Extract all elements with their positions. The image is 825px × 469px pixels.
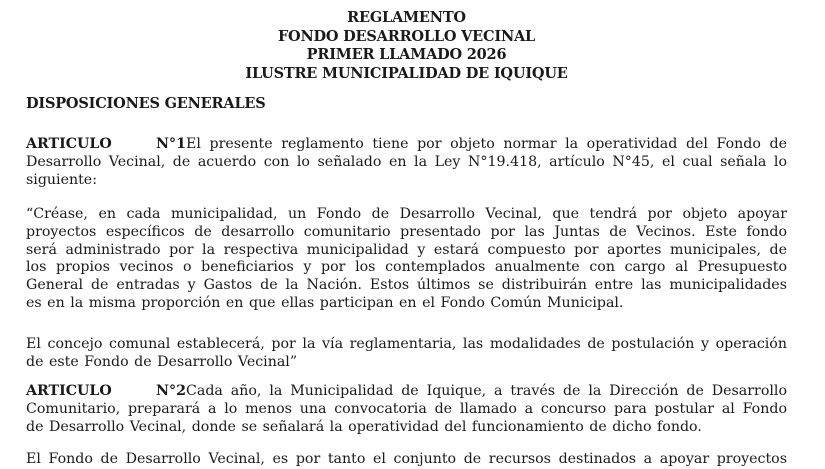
quote-ending-paragraph xyxy=(26,336,787,372)
article-2-line-1 xyxy=(26,383,787,401)
quote-line-3: será administrado por la respectiva municipalidad y estará compuesto por aportes municipales, de xyxy=(26,241,787,258)
quote-end-line-1: El concejo comunal establecerá, por la vía reglamentaria, las modalidades de postulación y operación xyxy=(26,336,787,352)
title-line-llamado: PRIMER LLAMADO 2026 xyxy=(306,46,507,63)
article-1-text-1: El presente reglamento tiene por objeto normar la operatividad del Fondo de xyxy=(186,136,787,152)
quote-line-4: los propios vecinos o beneficiarios y por los contemplados anualmente con cargo al Presupuesto xyxy=(26,259,787,276)
article-2-line-3: de Desarrollo Vecinal, donde se señalará la operatividad del funcionamiento de dicho fondo. xyxy=(26,418,702,435)
quote-end-line-2: de este Fondo de Desarrollo Vecinal” xyxy=(26,353,298,370)
article-2-label: ARTICULO N°2 xyxy=(26,383,186,399)
article-2-continued xyxy=(26,451,787,469)
article-2-line-2: Comunitario, preparará a lo menos una convocatoria de llamado a concurso para postular al Fondo xyxy=(26,400,787,417)
quote-line-5: General de entradas y Gastos de la Nación. Estos últimos se distribuirán entre las municipalidades xyxy=(26,277,787,294)
quote-line-1: “Créase, en cada municipalidad, un Fondo de Desarrollo Vecinal, que tendrá por objeto apoyar xyxy=(26,206,787,222)
article-1-line-1 xyxy=(26,136,787,154)
document-title xyxy=(26,9,787,83)
section-heading: DISPOSICIONES GENERALES xyxy=(26,95,266,112)
article-1-label: ARTICULO N°1 xyxy=(26,136,186,152)
article-2-text-1: Cada año, la Municipalidad de Iquique, a través de la Dirección de Desarrollo xyxy=(186,383,787,399)
law-quote xyxy=(26,206,787,313)
article-1 xyxy=(26,136,787,189)
article-1-line-3: siguiente: xyxy=(26,171,97,188)
title-line-fondo: FONDO DESARROLLO VECINAL xyxy=(277,27,536,45)
quote-line-2: proyectos específicos de desarrollo comunitario presentado por las Juntas de Vecinos. Este fondo xyxy=(26,223,787,240)
article-2-cont-line-1: El Fondo de Desarrollo Vecinal, es por tanto el conjunto de recursos destinados a apoyar proyectos xyxy=(26,451,787,467)
title-line-municipalidad: ILUSTRE MUNICIPALIDAD DE IQUIQUE xyxy=(245,64,568,82)
article-1-line-2: Desarrollo Vecinal, de acuerdo con lo señalado en la Ley N°19.418, artículo N°45, el cual señala lo xyxy=(26,153,787,170)
quote-line-6: es en la misma proporción en que ellas participan en el Fondo Común Municipal. xyxy=(26,294,624,311)
title-line-reglamento: REGLAMENTO xyxy=(347,9,466,26)
article-2 xyxy=(26,383,787,436)
